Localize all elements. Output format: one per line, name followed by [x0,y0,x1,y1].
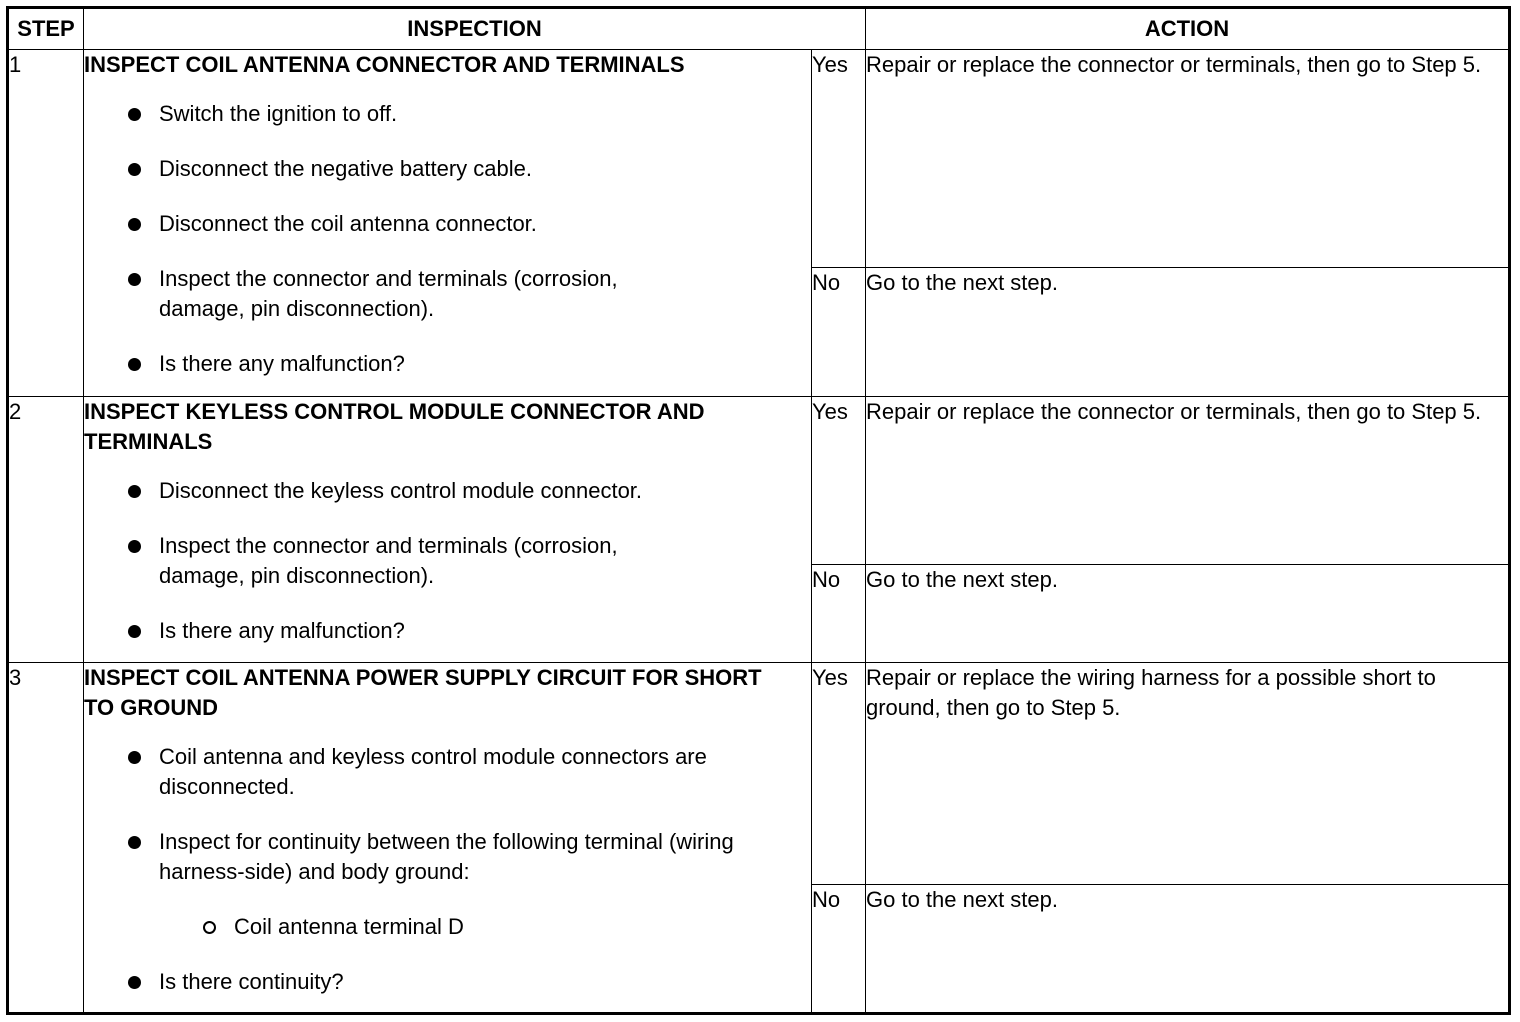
no-action: Go to the next step. [866,885,1510,1014]
step-title: INSPECT COIL ANTENNA CONNECTOR AND TERMINALS [84,52,685,77]
bullet-icon [128,625,141,638]
bullet-icon [128,485,141,498]
step-3-yes-row [8,663,1510,885]
yes-label: Yes [812,50,866,268]
bullet-icon [128,976,141,989]
sub-list-item: Coil antenna terminal D [84,912,811,942]
step-1-yes-row [8,50,1510,268]
step-2-inspection [84,397,812,663]
step-number: 1 [8,50,84,397]
step-number: 2 [8,397,84,663]
step-number: 3 [8,663,84,1014]
list-item: Disconnect the keyless control module connector. [84,476,811,506]
bullet-icon [128,273,141,286]
step-3-inspection [84,663,812,1014]
bullet-icon [128,540,141,553]
yes-action: Repair or replace the wiring harness for a possible short to ground, then go to Step 5. [866,663,1510,885]
diagnostic-table [6,6,1511,1015]
yes-action: Repair or replace the connector or terminals, then go to Step 5. [866,397,1510,565]
bullet-icon [128,836,141,849]
step-2-yes-row [8,397,1510,565]
bullet-icon [128,751,141,764]
step-title: INSPECT COIL ANTENNA POWER SUPPLY CIRCUIT FOR SHORT TO GROUND [84,665,762,720]
no-label: No [812,885,866,1014]
action-header: ACTION [866,8,1510,50]
no-action: Go to the next step. [866,565,1510,663]
bullet-icon [128,358,141,371]
list-item: Is there any malfunction? [84,349,811,379]
bullet-icon [128,163,141,176]
list-item: Coil antenna and keyless control module connectors are disconnected. [84,742,811,802]
yes-label: Yes [812,397,866,565]
list-item: Inspect the connector and terminals (corrosion, damage, pin disconnection). [84,264,811,324]
bullet-list [84,99,811,379]
no-label: No [812,565,866,663]
list-item: Switch the ignition to off. [84,99,811,129]
hollow-bullet-icon [203,921,216,934]
no-label: No [812,268,866,397]
list-item: Inspect the connector and terminals (corrosion, damage, pin disconnection). [84,531,811,591]
yes-label: Yes [812,663,866,885]
bullet-icon [128,108,141,121]
step-header: STEP [8,8,84,50]
list-item: Is there any malfunction? [84,616,811,646]
yes-action: Repair or replace the connector or terminals, then go to Step 5. [866,50,1510,268]
step-title: INSPECT KEYLESS CONTROL MODULE CONNECTOR AND TERMINALS [84,399,705,454]
list-item: Inspect for continuity between the following terminal (wiring harness-side) and body ground: [84,827,811,887]
list-item: Is there continuity? [84,967,811,997]
list-item: Disconnect the coil antenna connector. [84,209,811,239]
bullet-icon [128,218,141,231]
header-row [8,8,1510,50]
list-item: Disconnect the negative battery cable. [84,154,811,184]
bullet-list [84,476,811,646]
bullet-list [84,742,811,997]
step-1-inspection [84,50,812,397]
inspection-header: INSPECTION [84,8,866,50]
no-action: Go to the next step. [866,268,1510,397]
